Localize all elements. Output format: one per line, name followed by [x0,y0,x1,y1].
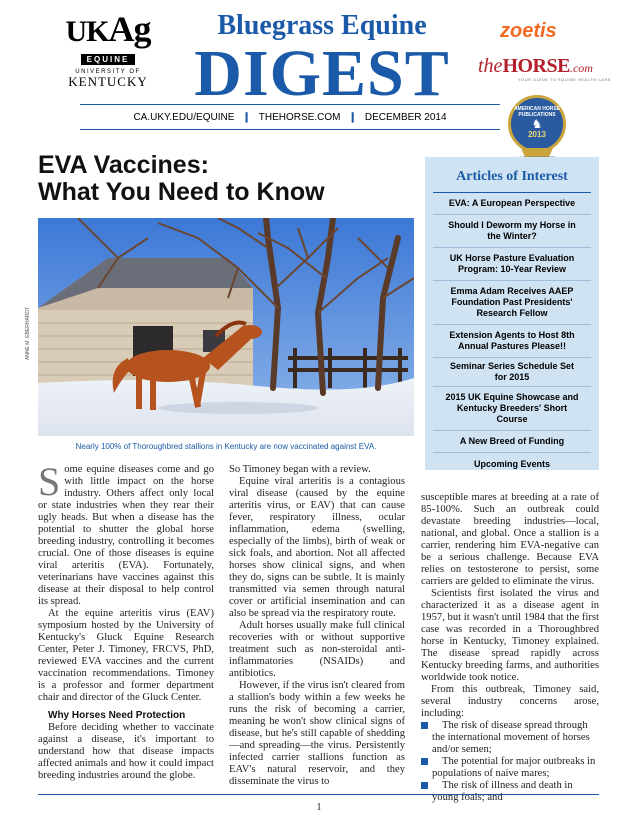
award-year: 2013 [528,130,546,139]
sidebar-link[interactable]: 2015 UK Equine Showcase and Kentucky Breeders' Short Course [445,392,579,424]
award-line2: PUBLICATIONS [518,112,556,118]
sidebar-link-wrapper [433,325,591,358]
bullet-item [421,720,599,756]
sidebar-link-wrapper [433,193,591,215]
subhead-date: DECEMBER 2014 [364,111,447,123]
ukag-logo [58,9,158,89]
masthead-line1: Bluegrass Equine [217,10,427,41]
ukag-uk-text: UK [65,15,109,48]
article-title [38,152,325,206]
award-line1: AMERICAN HORSE [513,106,561,112]
body-column-1 [38,459,214,782]
sidebar-link-wrapper [433,358,591,387]
photo-credit: ANNE M. EBERHARDT [25,306,31,360]
thehorse-tagline: YOUR GUIDE TO EQUINE HEALTH CARE [518,77,612,82]
sidebar-link-wrapper [433,387,591,431]
subhead-url2[interactable]: THEHORSE.COM [258,111,341,123]
paragraph: From this outbreak, Timoney said, several industry concerns arose, including: [421,684,599,719]
paragraph-text: ome equine diseases come and go with little impact on the horse industry. Others affect only local or state industries when they rear their ugly heads. But when a disease has the potential to shutter the global horse breeding industry, controlling it becomes crucial. One of those diseases is equine viral arteritis (EVA). Fortunately, veterinarians have vaccines against this disease at their disposal to help control its spread. [38,464,214,607]
drop-cap: S [38,459,61,504]
sidebar-link[interactable]: Emma Adam Receives AAEP Foundation Past Presidents' Research Fellow [450,286,574,318]
bullet-item [421,780,599,804]
sidebar-title: Articles of Interest [456,169,568,184]
subhead-bar [80,104,500,130]
zoetis-logo: zoetis [500,20,557,42]
bullet-text: The potential for major outbreaks in populations of naive mares; [432,756,596,779]
horse-photo-illustration [38,218,414,436]
body-column-3 [421,492,599,804]
photo-caption: Nearly 100% of Thoroughbred stallions in Kentucky are now vaccinated against EVA. [75,442,377,451]
sidebar-link[interactable]: EVA: A European Perspective [448,198,576,208]
bullet-text: The risk of disease spread through the international movement of horses and/or semen; [432,720,590,755]
award-medal [508,95,566,153]
articles-of-interest-sidebar [425,157,599,470]
sidebar-link[interactable]: Upcoming Events [473,458,550,469]
paragraph: However, if the virus isn't cleared from a stallion's body within a few weeks he runs the risk of becoming a carrier, meaning he won't show clinical signs of disease, but he's still capable of shedding—and spreading—the virus. Persistently infected carrier stallions function as EAV's natural reservoir, and they disseminate the virus to [229,680,405,787]
sidebar-link-wrapper [433,248,591,281]
article-title-line2: What You Need to Know [38,178,325,206]
subhead-url1[interactable]: CA.UKY.EDU/EQUINE [133,111,235,123]
paragraph: Scientists first isolated the virus and characterized it as a disease agent in 1957, but it wasn't until 1984 that the first case was recorded in a Thoroughbred horse in Kentucky, Timoney explained. The disease spread rapidly across Kentucky breeding farms, and authorities worldwide took notice. [421,588,599,683]
page-number: 1 [316,802,322,813]
paragraph: Equine viral arteritis is a contagious viral disease (caused by the equine arteritis virus, or EAV) that can cause fever, respiratory illness, ocular inflammation, edema (swelling, especially of the limbs), birth of weak or sick foals, and abortion. Not all affected horses show clinical signs, and when they do, signs can be subtle. It is mainly transmitted via semen through natural cover or artificial insemination and can also be spread via the respiratory route. [229,476,405,619]
bullet-text: The risk of illness and death in young foals; and [432,780,573,803]
sidebar-link-wrapper [433,281,591,325]
section-subhead: Why Horses Need Protection [48,710,186,721]
divider: ❙ [348,111,357,123]
masthead [172,10,472,108]
divider: ❙ [242,111,251,123]
bullet-item [421,756,599,780]
ukag-kentucky: KENTUCKY [68,74,148,89]
sidebar-link[interactable]: UK Horse Pasture Evaluation Program: 10-Year Review [449,253,575,274]
paragraph: So Timoney began with a review. [229,464,371,475]
bullet-square-icon [421,782,428,789]
bullet-square-icon [421,758,428,765]
sidebar-link[interactable]: Should I Deworm my Horse in the Winter? [448,220,576,241]
thehorse-com: .com [569,61,593,75]
sidebar-link[interactable]: A New Breed of Funding [459,436,565,446]
footer-rule [38,794,599,795]
bullet-square-icon [421,722,428,729]
thehorse-the: the [478,55,503,77]
sidebar-link[interactable]: Extension Agents to Host 8th Annual Pastures Please!! [449,330,575,351]
article-title-line1: EVA Vaccines: [38,151,209,179]
thehorse-horse: HORSE [502,55,570,77]
thehorse-logo [478,55,593,78]
paragraph: Before deciding whether to vaccinate against a disease, it's important to understand how that disease impacts affected animals and how it could impact breeding industries around the globe. [38,722,214,781]
ukag-ag-text: Ag [108,9,151,49]
horse-icon: ♞ [531,117,543,131]
sidebar-link-wrapper [433,431,591,453]
article-photo [38,218,414,436]
paragraph: Adult horses usually make full clinical recoveries with or without supportive treatment such as non-steroidal anti-inflammatories (NSAIDs) and antibiotics. [229,620,405,679]
ukag-university-of: UNIVERSITY OF [75,69,141,75]
paragraph: susceptible mares at breeding at a rate of 85-100%. Such an outbreak could devastate breeding industries—local, national, and global. Once a stallion is a carrier, rendering him EVA-negative can be a serious challenge. Because EVA relies on testosterone to persist, some carriers are gelded to eliminate the virus. [421,492,599,587]
body-column-2 [229,464,405,788]
sidebar-link-wrapper [433,453,591,475]
paragraph: At the equine arteritis virus (EAV) symposium hosted by the University of Kentucky's Gluck Equine Research Center, Peter J. Timoney, FRCVS, PhD, reviewed EVA vaccines and the current vaccination recommendations. Timoney is a professor and former department chair and director of the Gluck Center. [38,608,214,703]
sidebar-link[interactable]: Seminar Series Schedule Set for 2015 [449,361,575,382]
paragraph [38,459,214,608]
masthead-line2: DIGEST [194,37,450,110]
ukag-equine-bar: EQUINE [81,54,136,65]
sidebar-link-wrapper [433,215,591,248]
